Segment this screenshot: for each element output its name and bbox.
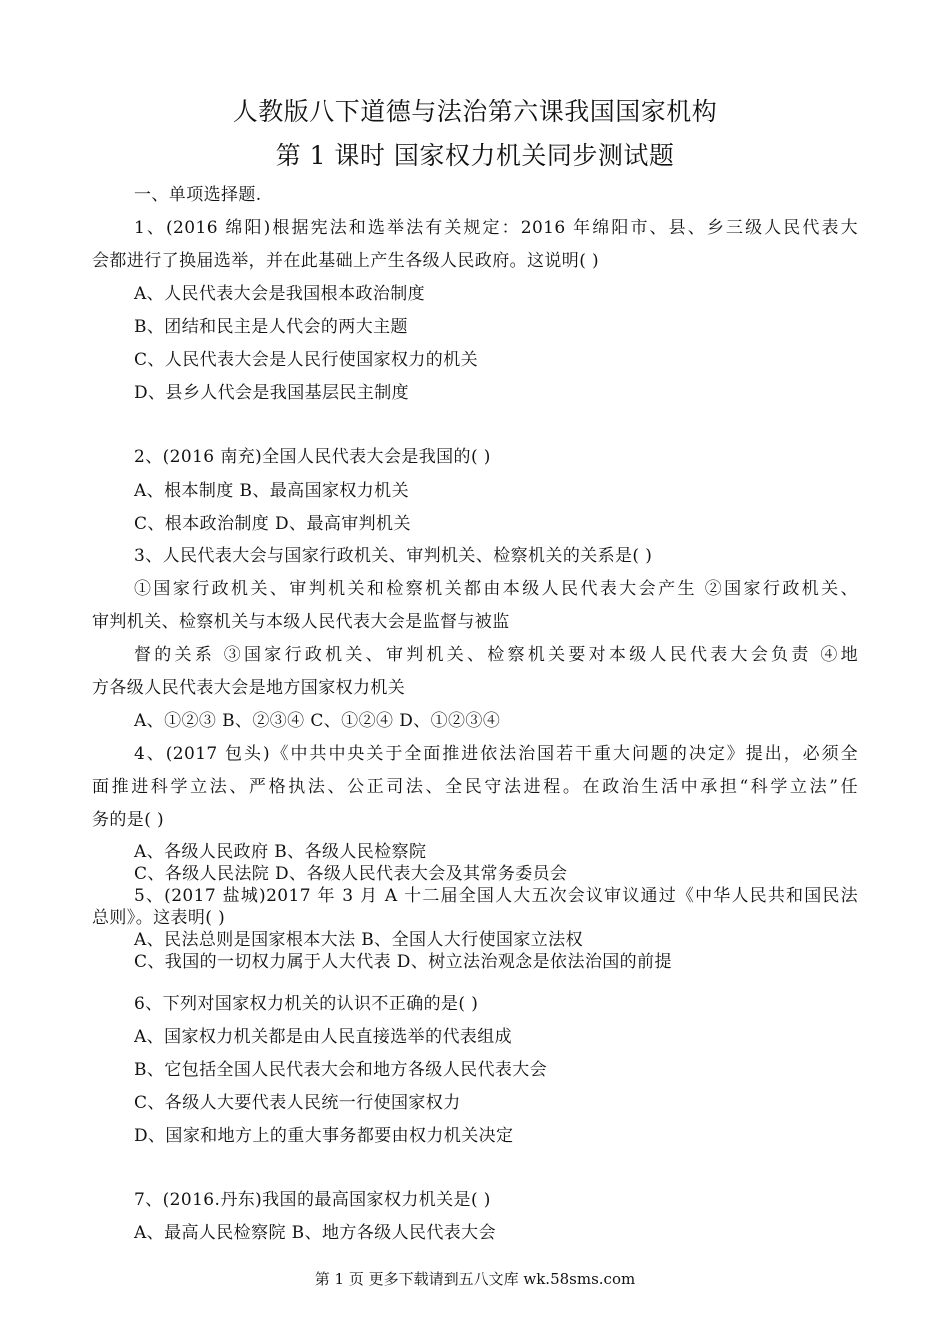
q1-option-c: C、人民代表大会是人民行使国家权力的机关 (134, 350, 479, 370)
q4-stem-line1: 4、(2017 包头)《中共中央关于全面推进依法治国若干重大问题的决定》提出，必须全 (134, 744, 858, 764)
q1-option-d: D、县乡人代会是我国基层民主制度 (134, 383, 410, 403)
q3-statements-line3: 督的关系 ③国家行政机关、审判机关、检察机关要对本级人民代表大会负责 ④地 (134, 645, 858, 665)
section-heading: 一、单项选择题. (134, 185, 262, 205)
document-subtitle: 第 1 课时 国家权力机关同步测试题 (275, 141, 675, 170)
q1-stem-line2: 会都进行了换届选举，并在此基础上产生各级人民政府。这说明( ) (92, 251, 600, 271)
q5-options-cd: C、我国的一切权力属于人大代表 D、树立法治观念是依法治国的前提 (134, 952, 672, 972)
q4-options-ab: A、各级人民政府 B、各级人民检察院 (134, 842, 427, 862)
page-footer: 第 1 页 更多下载请到五八文库 wk.58sms.com (314, 1270, 636, 1288)
q3-statements-line2: 审判机关、检察机关与本级人民代表大会是监督与被监 (92, 612, 510, 632)
q5-stem-line1: 5、(2017 盐城)2017 年 3 月 A 十二届全国人大五次会议审议通过《中华人民共和国民法 (134, 886, 858, 906)
q3-statements-line4: 方各级人民代表大会是地方国家权力机关 (92, 678, 406, 698)
q3-options: A、①②③ B、②③④ C、①②④ D、①②③④ (134, 711, 501, 731)
q5-stem-line2: 总则》。这表明( ) (92, 908, 226, 928)
q5-options-ab: A、民法总则是国家根本大法 B、全国人大行使国家立法权 (134, 930, 583, 950)
q4-stem-line2: 面推进科学立法、严格执法、公正司法、全民守法进程。在政治生活中承担“科学立法”任 (92, 777, 858, 797)
q3-statements-line1: ①国家行政机关、审判机关和检察机关都由本级人民代表大会产生 ②国家行政机关、 (134, 579, 858, 599)
q2-options-cd: C、根本政治制度 D、最高审判机关 (134, 514, 411, 534)
q1-option-b: B、团结和民主是人代会的两大主题 (134, 317, 408, 337)
q7-stem: 7、(2016.丹东)我国的最高国家权力机关是( ) (134, 1190, 491, 1210)
document-title: 人教版八下道德与法治第六课我国国家机构 (232, 97, 718, 126)
q6-stem: 6、下列对国家权力机关的认识不正确的是( ) (134, 994, 479, 1014)
q2-options-ab: A、根本制度 B、最高国家权力机关 (134, 481, 409, 501)
q4-options-cd: C、各级人民法院 D、各级人民代表大会及其常务委员会 (134, 864, 568, 884)
q6-option-b: B、它包括全国人民代表大会和地方各级人民代表大会 (134, 1060, 548, 1080)
q6-option-a: A、国家权力机关都是由人民直接选举的代表组成 (134, 1027, 513, 1047)
q2-stem: 2、(2016 南充)全国人民代表大会是我国的( ) (134, 447, 491, 467)
q6-option-d: D、国家和地方上的重大事务都要由权力机关决定 (134, 1126, 514, 1146)
q6-option-c: C、各级人大要代表人民统一行使国家权力 (134, 1093, 461, 1113)
q4-stem-line3: 务的是( ) (92, 810, 165, 830)
q3-stem: 3、人民代表大会与国家行政机关、审判机关、检察机关的关系是( ) (134, 546, 653, 566)
q1-stem-line1: 1、(2016 绵阳)根据宪法和选举法有关规定：2016 年绵阳市、县、乡三级人民代表大 (134, 218, 858, 238)
q1-option-a: A、人民代表大会是我国根本政治制度 (134, 284, 426, 304)
q7-options-ab: A、最高人民检察院 B、地方各级人民代表大会 (134, 1223, 496, 1243)
